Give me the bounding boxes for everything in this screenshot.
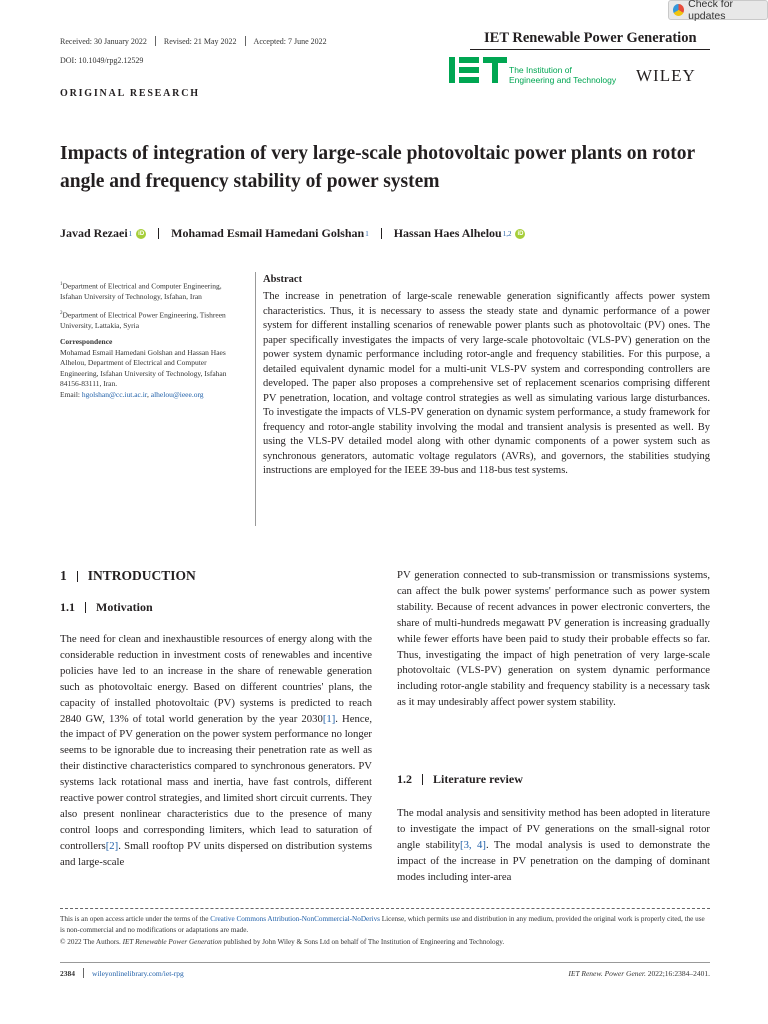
correspondence-text: Mohamad Esmail Hamedani Golshan and Hassan Haes Alhelou, Department of Electrical and Computer Engineering, Isfahan University of Technology, Isfahan 84156-83111, Iran.: [60, 347, 227, 388]
accepted-date: Accepted: 7 June 2022: [253, 36, 327, 46]
copyright-journal: IET Renewable Power Generation: [122, 938, 222, 946]
citation-journal: IET Renew. Power Gener.: [568, 968, 646, 978]
divider: [422, 774, 423, 785]
iet-logo-icon: [449, 57, 507, 83]
author-affiliation-sup[interactable]: 1: [128, 229, 133, 238]
affiliation-sup: 2: [60, 310, 63, 316]
check-for-updates-button[interactable]: [668, 0, 768, 20]
orcid-icon[interactable]: iD: [138, 230, 145, 237]
body-text: . Hence, the impact of PV generation on the power system performance no longer seems to be ignorable due to increasing their penetration rate as well as their distinctive characteristics compared to synchronous generators. PV systems lack rotational mass and inertia, have fast controls, different reactive power control strategies, and limited short circuit currents. They also present nonlinear characteristics due to the presence of many control loops and corresponding limiters, which lead to saturation of controllers: [60, 712, 373, 852]
article-type: ORIGINAL RESEARCH: [60, 88, 200, 99]
divider: [155, 36, 156, 46]
abstract-text: The increase in penetration of large-scale renewable generation significantly affects power system characteristics. Thus, it is necessary to assess the steady state and dynamic performance of a power system for different installing scenarios of renewable power plants such as photovoltaic (PV) ones. The paper specifically investigates the impacts of very large-scale photovoltaic (VLS-PV) generation on the power system dynamic performance including rotor-angle and frequency stabilities. For this purpose, a detailed equivalent dynamic model for a multi-unit VLS-PV system and corresponding controllers are developed. The paper also proposes a comprehensive set of replacement scenarios comprising different PV penetration, location, and voltage control strategies as well as simulating various large disturbances. To investigate the impacts of VLS-PV generation on dynamic system performance, a study framework for frequency and rotor-angle stability involving the modal and transient analysis is presented as well. By using the VLS-PV detailed model along with other dynamic components of a power system such as synchronous generators, automatic voltage regulators (AVRs), and governors, the stabilities studying instructions are employed for the IEEE 39-bus and 118-bus test systems.: [263, 291, 710, 476]
body-paragraph: [60, 632, 372, 871]
section-number: 1.1: [60, 600, 75, 614]
footnote-rule: [60, 908, 710, 909]
license-link[interactable]: Creative Commons Attribution-NonCommercial-NoDerivs: [210, 915, 380, 923]
journal-url[interactable]: wileyonlinelibrary.com/iet-rpg: [92, 968, 184, 978]
section-heading-introduction: [60, 568, 196, 584]
license-text: License, which permits use and distribution in any medium, provided the original work is properly cited, the use is non-commercial and no modifications or adaptations are made.: [60, 915, 705, 934]
journal-name: IET Renewable Power Generation: [484, 30, 697, 46]
revised-date: Revised: 21 May 2022: [163, 36, 237, 46]
citation: [568, 969, 710, 978]
doi[interactable]: DOI: 10.1049/rpg2.12529: [60, 56, 144, 65]
page-footer: [60, 968, 710, 978]
iet-line-2: Engineering and Technology: [509, 75, 617, 85]
divider: [381, 228, 382, 239]
article-dates: [60, 36, 327, 46]
reference-link[interactable]: [2]: [105, 839, 119, 852]
email-label: Email:: [60, 389, 80, 399]
affiliation-sup: 1: [60, 282, 63, 287]
section-heading-motivation: [60, 600, 153, 615]
section-title: Literature review: [433, 772, 523, 786]
iet-name: [509, 65, 616, 85]
correspondence-heading: Correspondence: [60, 337, 113, 346]
body-paragraph: PV generation connected to sub-transmission or transmissions systems, can affect the bulk power systems' performance such as power system stability. Because of recent advances in power electronic converters, the share of multi-hundreds megawatt PV generation is increasing gradually while fewer efforts have been paid to study their probable effects so far. Thus, investigating the impact of high penetration of very large-scale photovoltaic (VLS-PV) generation on system dynamic performance including rotor-angle stability and frequency stability is a necessary task as it may undesirably affect power system stability.: [397, 569, 710, 709]
author-affiliation-sup[interactable]: 1: [365, 229, 369, 238]
received-date: Received: 30 January 2022: [60, 36, 147, 46]
email-link[interactable]: hgolshan@cc.iut.ac.ir: [81, 389, 148, 399]
header-rule: [470, 49, 710, 50]
article-title: Impacts of integration of very large-scale photovoltaic power plants on rotor angle and frequency stability of power system: [60, 143, 695, 192]
iet-line-1: The Institution of: [509, 65, 572, 75]
page-number: 2384: [60, 968, 75, 978]
body-text: . Small rooftop PV units dispersed on distribution systems and large-scale: [60, 839, 372, 868]
body-text: . The modal analysis is used to demonstrate the impact of the increase in PV penetration on the damping of dominant modes including inter-area: [397, 838, 711, 883]
author-affiliation-sup[interactable]: 1,2: [502, 229, 512, 238]
author-name[interactable]: Hassan Haes Alhelou: [393, 226, 502, 240]
copyright-text: published by John Wiley & Sons Ltd on behalf of The Institution of Engineering and Technology.: [221, 938, 505, 946]
body-paragraph: [397, 806, 710, 886]
license-text: This is an open access article under the terms of the: [60, 915, 211, 923]
email-link[interactable]: alhelou@ieee.org: [150, 389, 204, 399]
abstract-rule: [255, 272, 256, 526]
author-name[interactable]: Javad Rezaei: [60, 226, 128, 240]
body-text: The modal analysis and sensitivity method has been adopted in literature to investigate the impact of PV generations on the small-signal rotor angle stability: [397, 807, 710, 851]
divider: [85, 602, 86, 613]
section-number: 1: [60, 568, 67, 583]
check-updates-label: Check for updates: [688, 0, 734, 22]
reference-link[interactable]: [1]: [322, 712, 336, 725]
section-title: INTRODUCTION: [87, 568, 196, 583]
orcid-icon[interactable]: iD: [517, 230, 524, 237]
author-name[interactable]: Mohamad Esmail Hamedani Golshan: [171, 226, 365, 240]
citation-text: 2022;16:2384–2401.: [645, 968, 710, 978]
affiliation-text: Department of Electrical and Computer Engineering, Isfahan University of Technology, Isfahan, Iran: [60, 281, 222, 301]
divider: [77, 571, 78, 582]
section-heading-literature-review: [397, 772, 523, 787]
divider: [245, 36, 246, 46]
check-updates-icon: [673, 4, 684, 16]
divider: [83, 968, 84, 978]
affiliation-text: Department of Electrical Power Engineering, Tishreen University, Lattakia, Syria: [60, 310, 226, 330]
footer-rule: [60, 962, 710, 963]
correspondence-email: Email: hgolshan@cc.iut.ac.ir, alhelou@ieee.org: [60, 389, 204, 399]
copyright-note: [60, 938, 710, 946]
divider: [158, 228, 159, 239]
license-note: [60, 914, 710, 936]
reference-link[interactable]: [3, 4]: [460, 838, 486, 851]
section-number: 1.2: [397, 772, 412, 786]
affiliations: [60, 280, 240, 400]
publisher-logo: WILEY: [636, 66, 696, 85]
abstract-heading: Abstract: [263, 274, 303, 285]
author-list: [60, 226, 525, 241]
affiliation-1: [60, 280, 240, 303]
body-text: The need for clean and inexhaustible resources of energy along with the considerable reduction in investment costs of renewables and incentive policies have led to an increase in the share of renewable generation such as photovoltaic energy. Based on different countries' plans, the capacity of installed photovoltaic (PV) systems is predicted to reach 2840 GW, 13% of total world generation by the year 2030: [60, 633, 372, 725]
section-title: Motivation: [96, 600, 153, 614]
copyright-text: © 2022 The Authors.: [60, 938, 123, 946]
affiliation-2: [60, 309, 240, 332]
